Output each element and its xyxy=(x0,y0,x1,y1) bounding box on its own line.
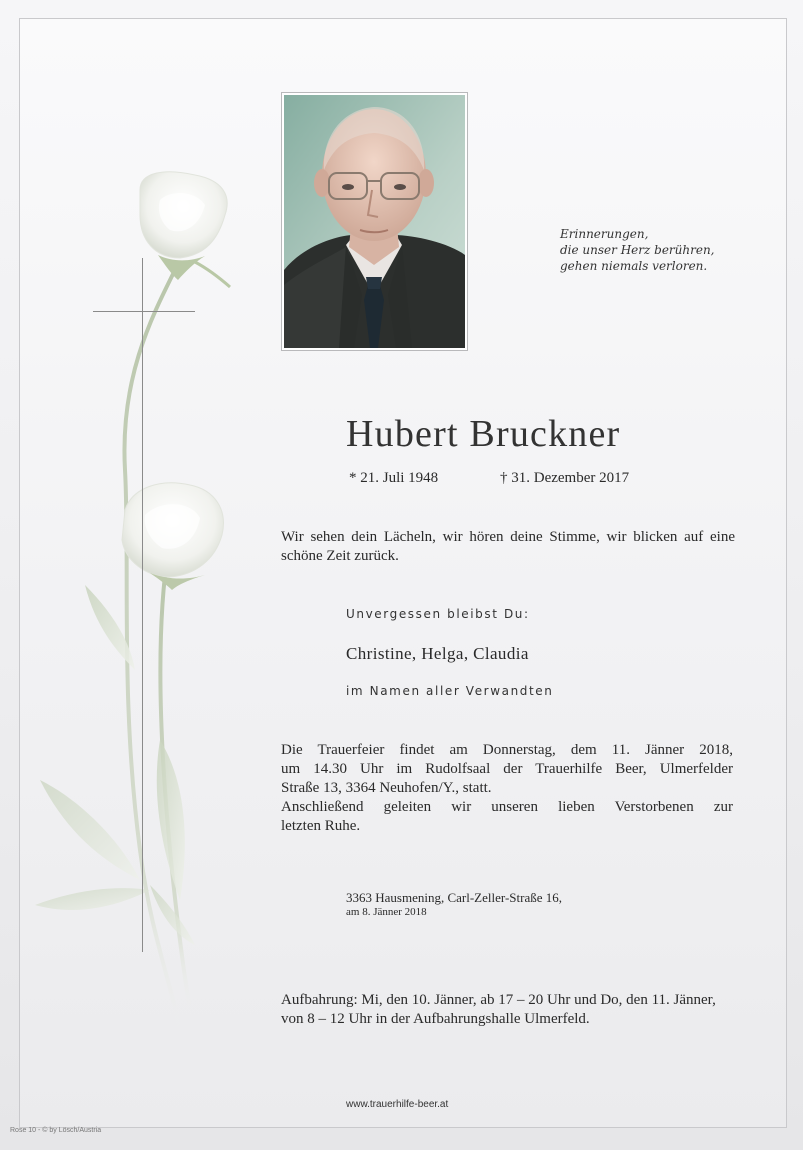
place-date: am 8. Jänner 2018 xyxy=(346,906,427,918)
portrait-image xyxy=(284,95,465,348)
memorial-quote xyxy=(560,226,760,274)
intro-text: Wir sehen dein Lächeln, wir hören deine Stimme, wir blicken auf eine schöne Zeit zurück. xyxy=(281,529,735,564)
website-link[interactable]: www.trauerhilfe-beer.at xyxy=(346,1099,449,1110)
ceremony-line: um 14.30 Uhr im Rudolfsaal der Trauerhilfe Beer, Ulmerfelder xyxy=(281,761,733,777)
cross-horizontal xyxy=(93,311,195,312)
quote-line: Erinnerungen, xyxy=(560,227,649,241)
quote-line: die unser Herz berühren, xyxy=(560,243,715,257)
copyright-credit: Rose 10 - © by Lösch/Austria xyxy=(10,1127,102,1134)
mourners-footer: im Namen aller Verwandten xyxy=(346,684,554,698)
portrait-photo xyxy=(281,92,468,351)
cross-vertical xyxy=(142,258,143,952)
place-address: 3363 Hausmening, Carl-Zeller-Straße 16, xyxy=(346,890,562,905)
ceremony-line: letzten Ruhe. xyxy=(281,818,361,834)
birth-date: * 21. Juli 1948 xyxy=(349,470,439,486)
mourners-heading: Unvergessen bleibst Du: xyxy=(346,607,530,621)
quote-line: gehen niemals verloren. xyxy=(560,259,708,273)
ceremony-line: Die Trauerfeier findet am Donnerstag, dem 11. Jänner 2018, xyxy=(281,742,733,758)
rose-illustration xyxy=(0,0,260,1060)
ceremony-text xyxy=(281,741,733,836)
deceased-name: Hubert Bruckner xyxy=(346,413,621,455)
ceremony-line: Anschließend geleiten wir unseren lieben Verstorbenen zur xyxy=(281,799,733,815)
mourner-names: Christine, Helga, Claudia xyxy=(346,644,529,663)
death-date: † 31. Dezember 2017 xyxy=(500,470,630,486)
ceremony-line: Straße 13, 3364 Neuhofen/Y., statt. xyxy=(281,780,492,796)
viewing-text: Aufbahrung: Mi, den 10. Jänner, ab 17 – 20 Uhr und Do, den 11. Jänner, von 8 – 12 Uhr in der Aufbahrungshalle Ulmerfeld. xyxy=(281,992,716,1027)
